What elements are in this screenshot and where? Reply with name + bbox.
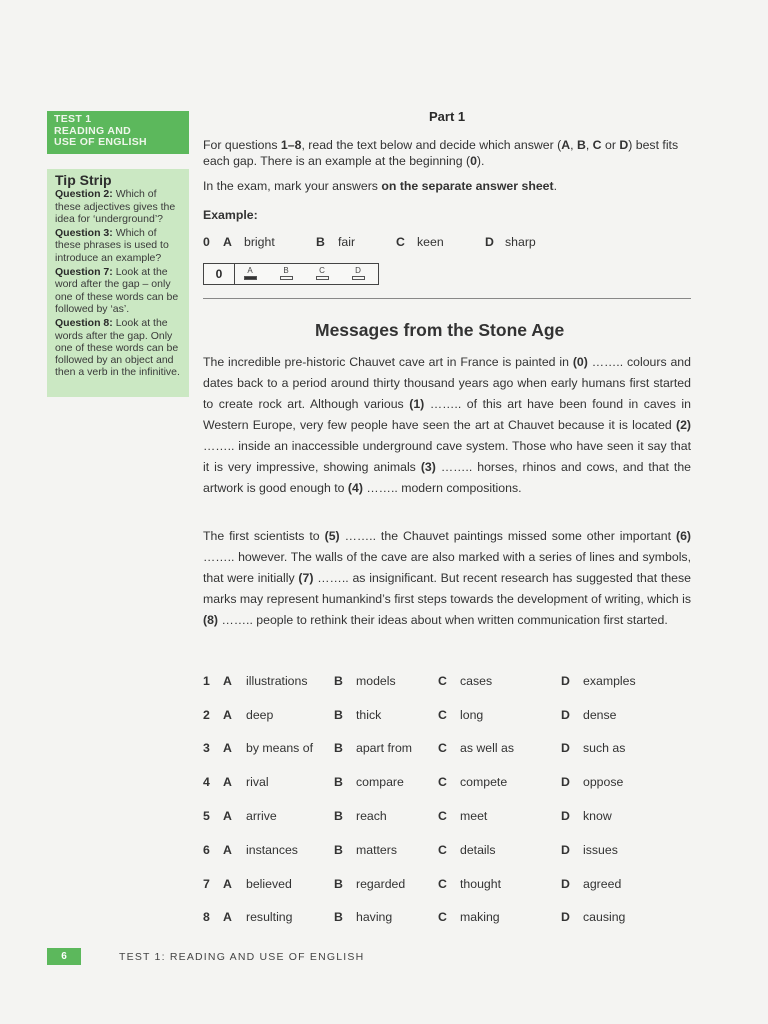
gap-number: (5) xyxy=(324,529,340,543)
option-word: regarded xyxy=(356,877,406,891)
answer-box xyxy=(280,276,293,280)
question-number: 4 xyxy=(203,775,210,789)
answer-option-a xyxy=(242,266,258,280)
option-letter: D xyxy=(561,741,570,755)
exam-instruction xyxy=(203,178,557,194)
option-letter: C xyxy=(438,674,447,688)
paragraph-text: …….. inside an inaccessible underground cave system. Those who have seen it say that it is very impressive, showing animals xyxy=(203,439,691,474)
test-header-line: TEST 1 xyxy=(54,113,92,125)
option-word: thick xyxy=(356,708,382,722)
option-word: examples xyxy=(583,674,636,688)
tip-strip-title: Tip Strip xyxy=(55,172,112,188)
option-letter: D xyxy=(561,674,570,688)
option-letter: D xyxy=(561,809,570,823)
option-word: causing xyxy=(583,910,626,924)
option-letter: A xyxy=(223,235,232,249)
question-row xyxy=(203,775,693,791)
option-word: resulting xyxy=(246,910,293,924)
test-header-box xyxy=(47,111,189,154)
instr-text: , xyxy=(585,138,593,152)
answer-letter: A xyxy=(247,266,253,275)
question-row xyxy=(203,910,693,926)
option-letter: C xyxy=(438,877,447,891)
instr-text: . xyxy=(553,179,558,193)
paragraph-text: …….. as insignificant. But recent research has suggested that these marks may represent humankind’s first steps towards the development of writing, which is xyxy=(203,571,691,606)
option-letter: D xyxy=(561,775,570,789)
paragraph-text: …….. however. The walls of the cave are also marked with a series of lines and symbols, that were initially xyxy=(203,550,691,585)
option-word: long xyxy=(460,708,484,722)
question-row xyxy=(203,877,693,893)
part-title: Part 1 xyxy=(429,109,466,124)
option-word: compare xyxy=(356,775,404,789)
gap-number: (0) xyxy=(572,355,588,369)
option-word: making xyxy=(460,910,500,924)
tip-label: Question 3: xyxy=(55,227,113,240)
tip-item xyxy=(55,266,185,315)
question-row xyxy=(203,809,693,825)
option-letter: A xyxy=(223,741,232,755)
option-word: as well as xyxy=(460,741,514,755)
tip-item xyxy=(55,317,185,378)
gap-number: (2) xyxy=(675,418,691,432)
option-letter: C xyxy=(438,708,447,722)
paragraph-text: …….. horses, rhinos and cows, and that the artwork is good enough to xyxy=(203,460,691,495)
instr-bold: B xyxy=(576,138,586,152)
gap-number: (3) xyxy=(420,460,436,474)
answer-letter: B xyxy=(283,266,289,275)
option-letter: C xyxy=(438,910,447,924)
gap-number: (4) xyxy=(347,481,363,495)
example-heading: Example: xyxy=(203,208,258,222)
answer-sheet-example xyxy=(203,263,379,285)
option-word: issues xyxy=(583,843,618,857)
option-letter: D xyxy=(561,708,570,722)
instr-bold: 0 xyxy=(470,154,477,168)
question-number: 8 xyxy=(203,910,210,924)
option-letter: A xyxy=(223,877,232,891)
question-row xyxy=(203,843,693,859)
option-letter: B xyxy=(334,910,343,924)
instr-bold: 1–8 xyxy=(280,138,302,152)
tip-item xyxy=(55,188,185,225)
option-letter: C xyxy=(396,235,405,249)
footer-title: TEST 1: READING AND USE OF ENGLISH xyxy=(119,951,365,963)
option-word: arrive xyxy=(246,809,277,823)
instr-bold: on the separate answer sheet xyxy=(381,179,554,193)
instr-text: In the exam, mark your answers xyxy=(203,179,382,193)
option-word: apart from xyxy=(356,741,413,755)
answer-box xyxy=(352,276,365,280)
option-word: illustrations xyxy=(246,674,308,688)
option-word: compete xyxy=(460,775,508,789)
tip-label: Question 2: xyxy=(55,188,113,201)
option-word: cases xyxy=(460,674,493,688)
option-letter: C xyxy=(438,775,447,789)
answer-option-b xyxy=(278,266,294,280)
question-number: 7 xyxy=(203,877,210,891)
option-letter: C xyxy=(438,741,447,755)
option-word: such as xyxy=(583,741,626,755)
option-letter: B xyxy=(334,741,343,755)
option-word: matters xyxy=(356,843,397,857)
tip-strip xyxy=(47,169,189,397)
option-word: reach xyxy=(356,809,387,823)
instructions-paragraph xyxy=(203,137,691,169)
option-word: details xyxy=(460,843,496,857)
question-row xyxy=(203,674,693,690)
article-title: Messages from the Stone Age xyxy=(315,320,565,340)
answer-option-c xyxy=(314,266,330,280)
answer-box-filled xyxy=(244,276,257,280)
option-letter: B xyxy=(316,235,325,249)
option-word: by means of xyxy=(246,741,313,755)
option-letter: D xyxy=(561,910,570,924)
option-letter: B xyxy=(334,809,343,823)
instr-text: , read the text below and decide which answer ( xyxy=(301,138,562,152)
gap-number: (8) xyxy=(203,613,219,627)
example-row xyxy=(203,235,543,251)
option-word: bright xyxy=(244,235,275,249)
instr-text: ) best fits each gap. There is an example at the beginning ( xyxy=(203,138,679,168)
tip-text: Look at the word after the gap – only one of these words can be followed by ‘as’. xyxy=(55,266,179,315)
gap-number: (6) xyxy=(675,529,691,543)
test-header-line: READING AND xyxy=(54,124,131,137)
option-letter: B xyxy=(334,674,343,688)
option-word: fair xyxy=(338,235,356,249)
option-word: having xyxy=(356,910,393,924)
option-letter: C xyxy=(438,809,447,823)
question-number: 1 xyxy=(203,674,210,688)
tip-text: Look at the words after the gap. Only one of these words can be followed by an object and then a verb in the infinitive. xyxy=(55,317,180,379)
answer-box xyxy=(316,276,329,280)
question-row xyxy=(203,741,693,757)
paragraph-text: The incredible pre-historic Chauvet cave art in France is painted in xyxy=(203,355,573,369)
answer-option-d xyxy=(350,266,366,280)
gap-number: (7) xyxy=(298,571,314,585)
question-number: 6 xyxy=(203,843,210,857)
tip-label: Question 8: xyxy=(55,317,113,330)
option-word: know xyxy=(583,809,612,823)
option-letter: B xyxy=(334,843,343,857)
option-word: rival xyxy=(246,775,269,789)
divider xyxy=(203,298,691,299)
instr-bold: D xyxy=(619,138,629,152)
option-letter: C xyxy=(438,843,447,857)
instr-bold: A xyxy=(561,138,571,152)
article-paragraph-1 xyxy=(203,352,691,499)
instr-bold: C xyxy=(592,138,602,152)
option-letter: B xyxy=(334,877,343,891)
option-letter: A xyxy=(223,910,232,924)
article-paragraph-2 xyxy=(203,526,691,631)
gap-number: (1) xyxy=(409,397,425,411)
question-number: 3 xyxy=(203,741,210,755)
option-letter: A xyxy=(223,708,232,722)
option-word: sharp xyxy=(505,235,536,249)
option-word: deep xyxy=(246,708,274,722)
instr-text: ). xyxy=(476,154,485,168)
option-letter: A xyxy=(223,674,232,688)
option-letter: D xyxy=(561,877,570,891)
tip-text: Which of these phrases is used to introduce an example? xyxy=(55,227,169,264)
paragraph-text: …….. of this art have been found in caves in Western Europe, very few people have seen the art at Chauvet because it is located xyxy=(203,397,691,432)
option-word: dense xyxy=(583,708,617,722)
option-word: keen xyxy=(417,235,444,249)
option-letter: A xyxy=(223,843,232,857)
option-word: thought xyxy=(460,877,502,891)
example-number: 0 xyxy=(203,235,210,249)
question-number: 5 xyxy=(203,809,210,823)
tip-text: Which of these adjectives gives the idea for ‘underground’? xyxy=(55,188,176,225)
question-number: 2 xyxy=(203,708,210,722)
answer-sheet-number: 0 xyxy=(204,264,235,284)
paragraph-text: …….. the Chauvet paintings missed some other important xyxy=(339,529,676,543)
option-letter: B xyxy=(334,708,343,722)
option-letter: B xyxy=(334,775,343,789)
paragraph-text: …….. modern compositions. xyxy=(362,481,522,495)
test-header-line: USE OF ENGLISH xyxy=(54,136,147,148)
option-word: instances xyxy=(246,843,298,857)
option-letter: A xyxy=(223,809,232,823)
option-word: meet xyxy=(460,809,488,823)
option-letter: A xyxy=(223,775,232,789)
paragraph-text: …….. colours and dates back to a period around thirty thousand years ago when early humans first started to create rock art. Although various xyxy=(203,355,691,411)
option-word: models xyxy=(356,674,396,688)
option-word: oppose xyxy=(583,775,624,789)
instr-text: or xyxy=(601,138,620,152)
instr-text: , xyxy=(570,138,577,152)
question-row xyxy=(203,708,693,724)
option-word: agreed xyxy=(583,877,622,891)
answer-letter: D xyxy=(355,266,361,275)
option-word: believed xyxy=(246,877,292,891)
option-letter: D xyxy=(561,843,570,857)
instr-text: For questions xyxy=(203,138,281,152)
option-letter: D xyxy=(485,235,494,249)
answer-letter: C xyxy=(319,266,325,275)
tip-item xyxy=(55,227,185,264)
paragraph-text: The first scientists to xyxy=(203,529,325,543)
page-number: 6 xyxy=(47,948,81,965)
tip-label: Question 7: xyxy=(55,266,113,279)
paragraph-text: …….. people to rethink their ideas about when written communication first started. xyxy=(218,613,668,627)
